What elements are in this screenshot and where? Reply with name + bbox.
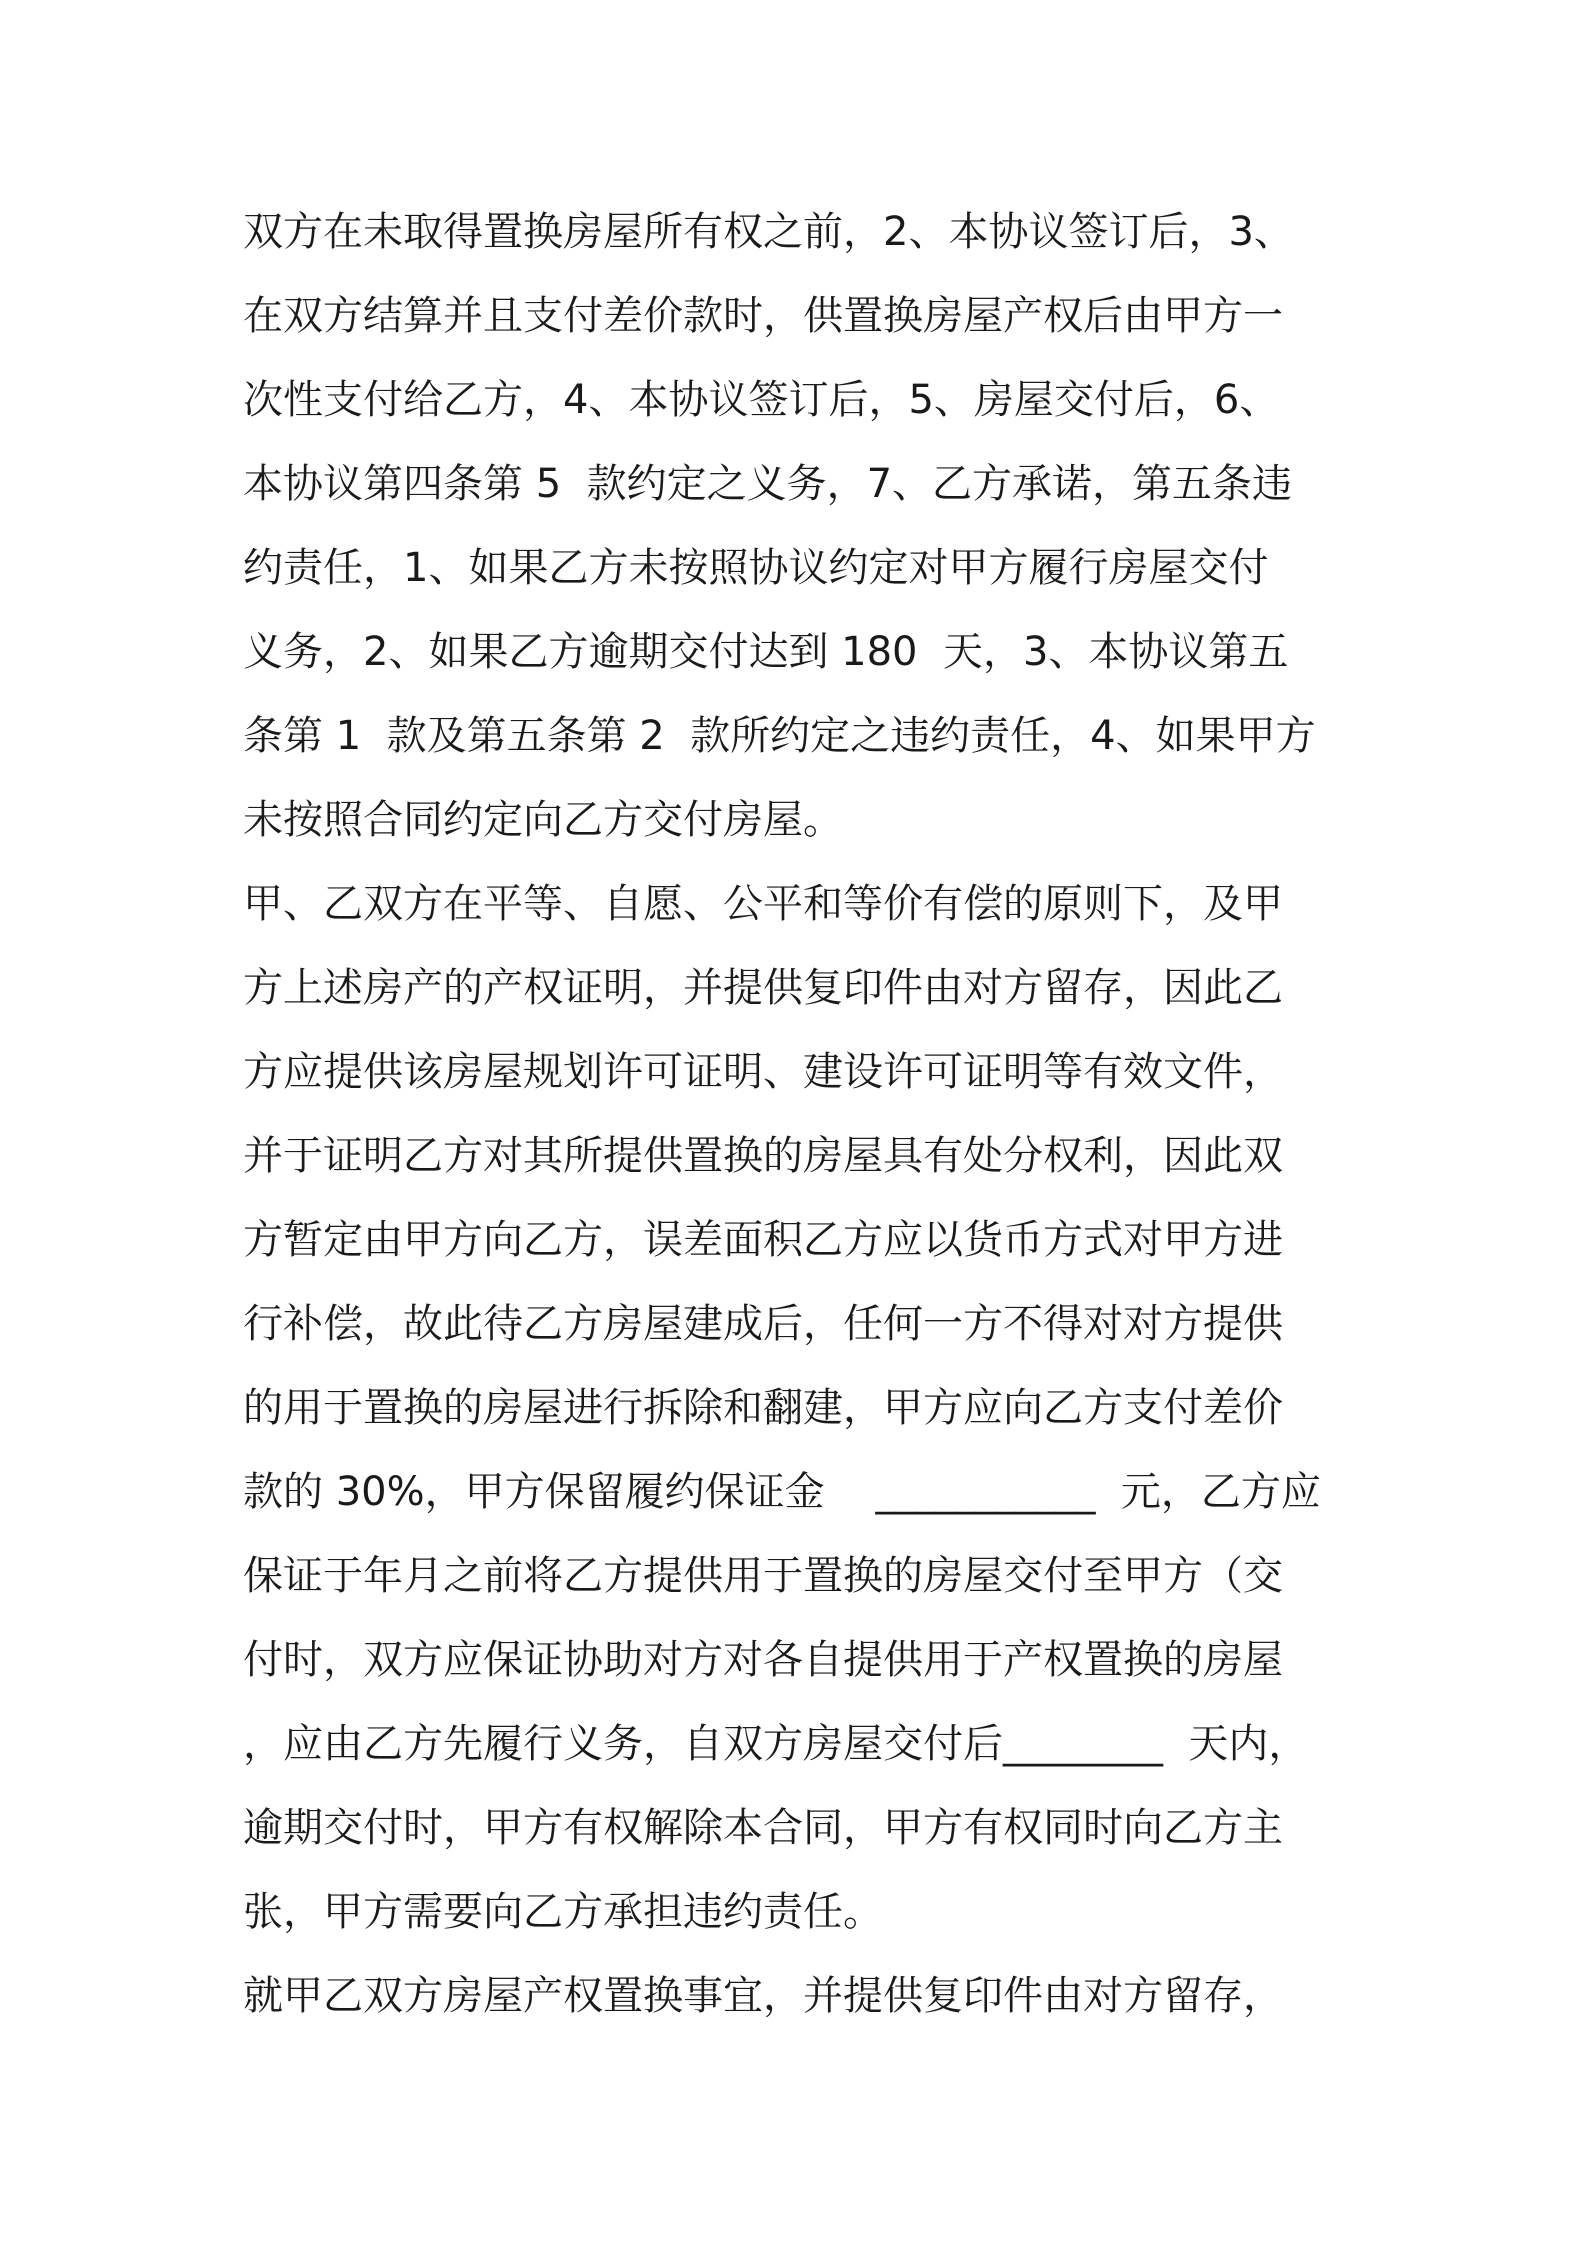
text-line: 方应提供该房屋规划许可证明、建设许可证明等有效文件， xyxy=(243,1049,1283,1095)
text-line: 在双方结算并且支付差价款时，供置换房屋产权后由甲方一 xyxy=(243,293,1283,339)
text-line: 就甲乙双方房屋产权置换事宜，并提供复印件由对方留存， xyxy=(243,1973,1283,2019)
text-line: ，应由乙方先履行义务，自双方房屋交付后________ 天内， xyxy=(243,1721,1309,1767)
document-body xyxy=(243,190,1363,2038)
text-line: 次性支付给乙方，4、本协议签订后，5、房屋交付后，6、 xyxy=(243,377,1280,423)
text-line: 并于证明乙方对其所提供置换的房屋具有处分权利，因此双 xyxy=(243,1133,1283,1179)
text-line: 双方在未取得置换房屋所有权之前，2、本协议签订后，3、 xyxy=(243,209,1294,255)
paragraph-2 xyxy=(243,862,1363,1954)
text-line: 方上述房产的产权证明，并提供复印件由对方留存，因此乙 xyxy=(243,965,1283,1011)
text-line: 款的 30%，甲方保留履约保证金 ___________ 元，乙方应 xyxy=(243,1469,1321,1515)
text-line: 未按照合同约定向乙方交付房屋。 xyxy=(243,797,843,843)
text-line: 行补偿，故此待乙方房屋建成后，任何一方不得对对方提供 xyxy=(243,1301,1283,1347)
text-line: 甲、乙双方在平等、自愿、公平和等价有偿的原则下，及甲 xyxy=(243,881,1283,927)
text-line: 本协议第四条第 5 款约定之义务，7、乙方承诺，第五条违 xyxy=(243,461,1293,507)
text-line: 条第 1 款及第五条第 2 款所约定之违约责任，4、如果甲方 xyxy=(243,713,1316,759)
text-line: 约责任，1、如果乙方未按照协议约定对甲方履行房屋交付 xyxy=(243,545,1269,591)
text-line: 逾期交付时，甲方有权解除本合同，甲方有权同时向乙方主 xyxy=(243,1805,1283,1851)
paragraph-3 xyxy=(243,1954,1363,2038)
text-line: 的用于置换的房屋进行拆除和翻建，甲方应向乙方支付差价 xyxy=(243,1385,1283,1431)
text-line: 张，甲方需要向乙方承担违约责任。 xyxy=(243,1889,883,1935)
text-line: 方暂定由甲方向乙方，误差面积乙方应以货币方式对甲方进 xyxy=(243,1217,1283,1263)
text-line: 付时，双方应保证协助对方对各自提供用于产权置换的房屋 xyxy=(243,1637,1283,1683)
paragraph-1 xyxy=(243,190,1363,862)
text-line: 义务，2、如果乙方逾期交付达到 180 天，3、本协议第五 xyxy=(243,629,1289,675)
text-line: 保证于年月之前将乙方提供用于置换的房屋交付至甲方（交 xyxy=(243,1553,1283,1599)
